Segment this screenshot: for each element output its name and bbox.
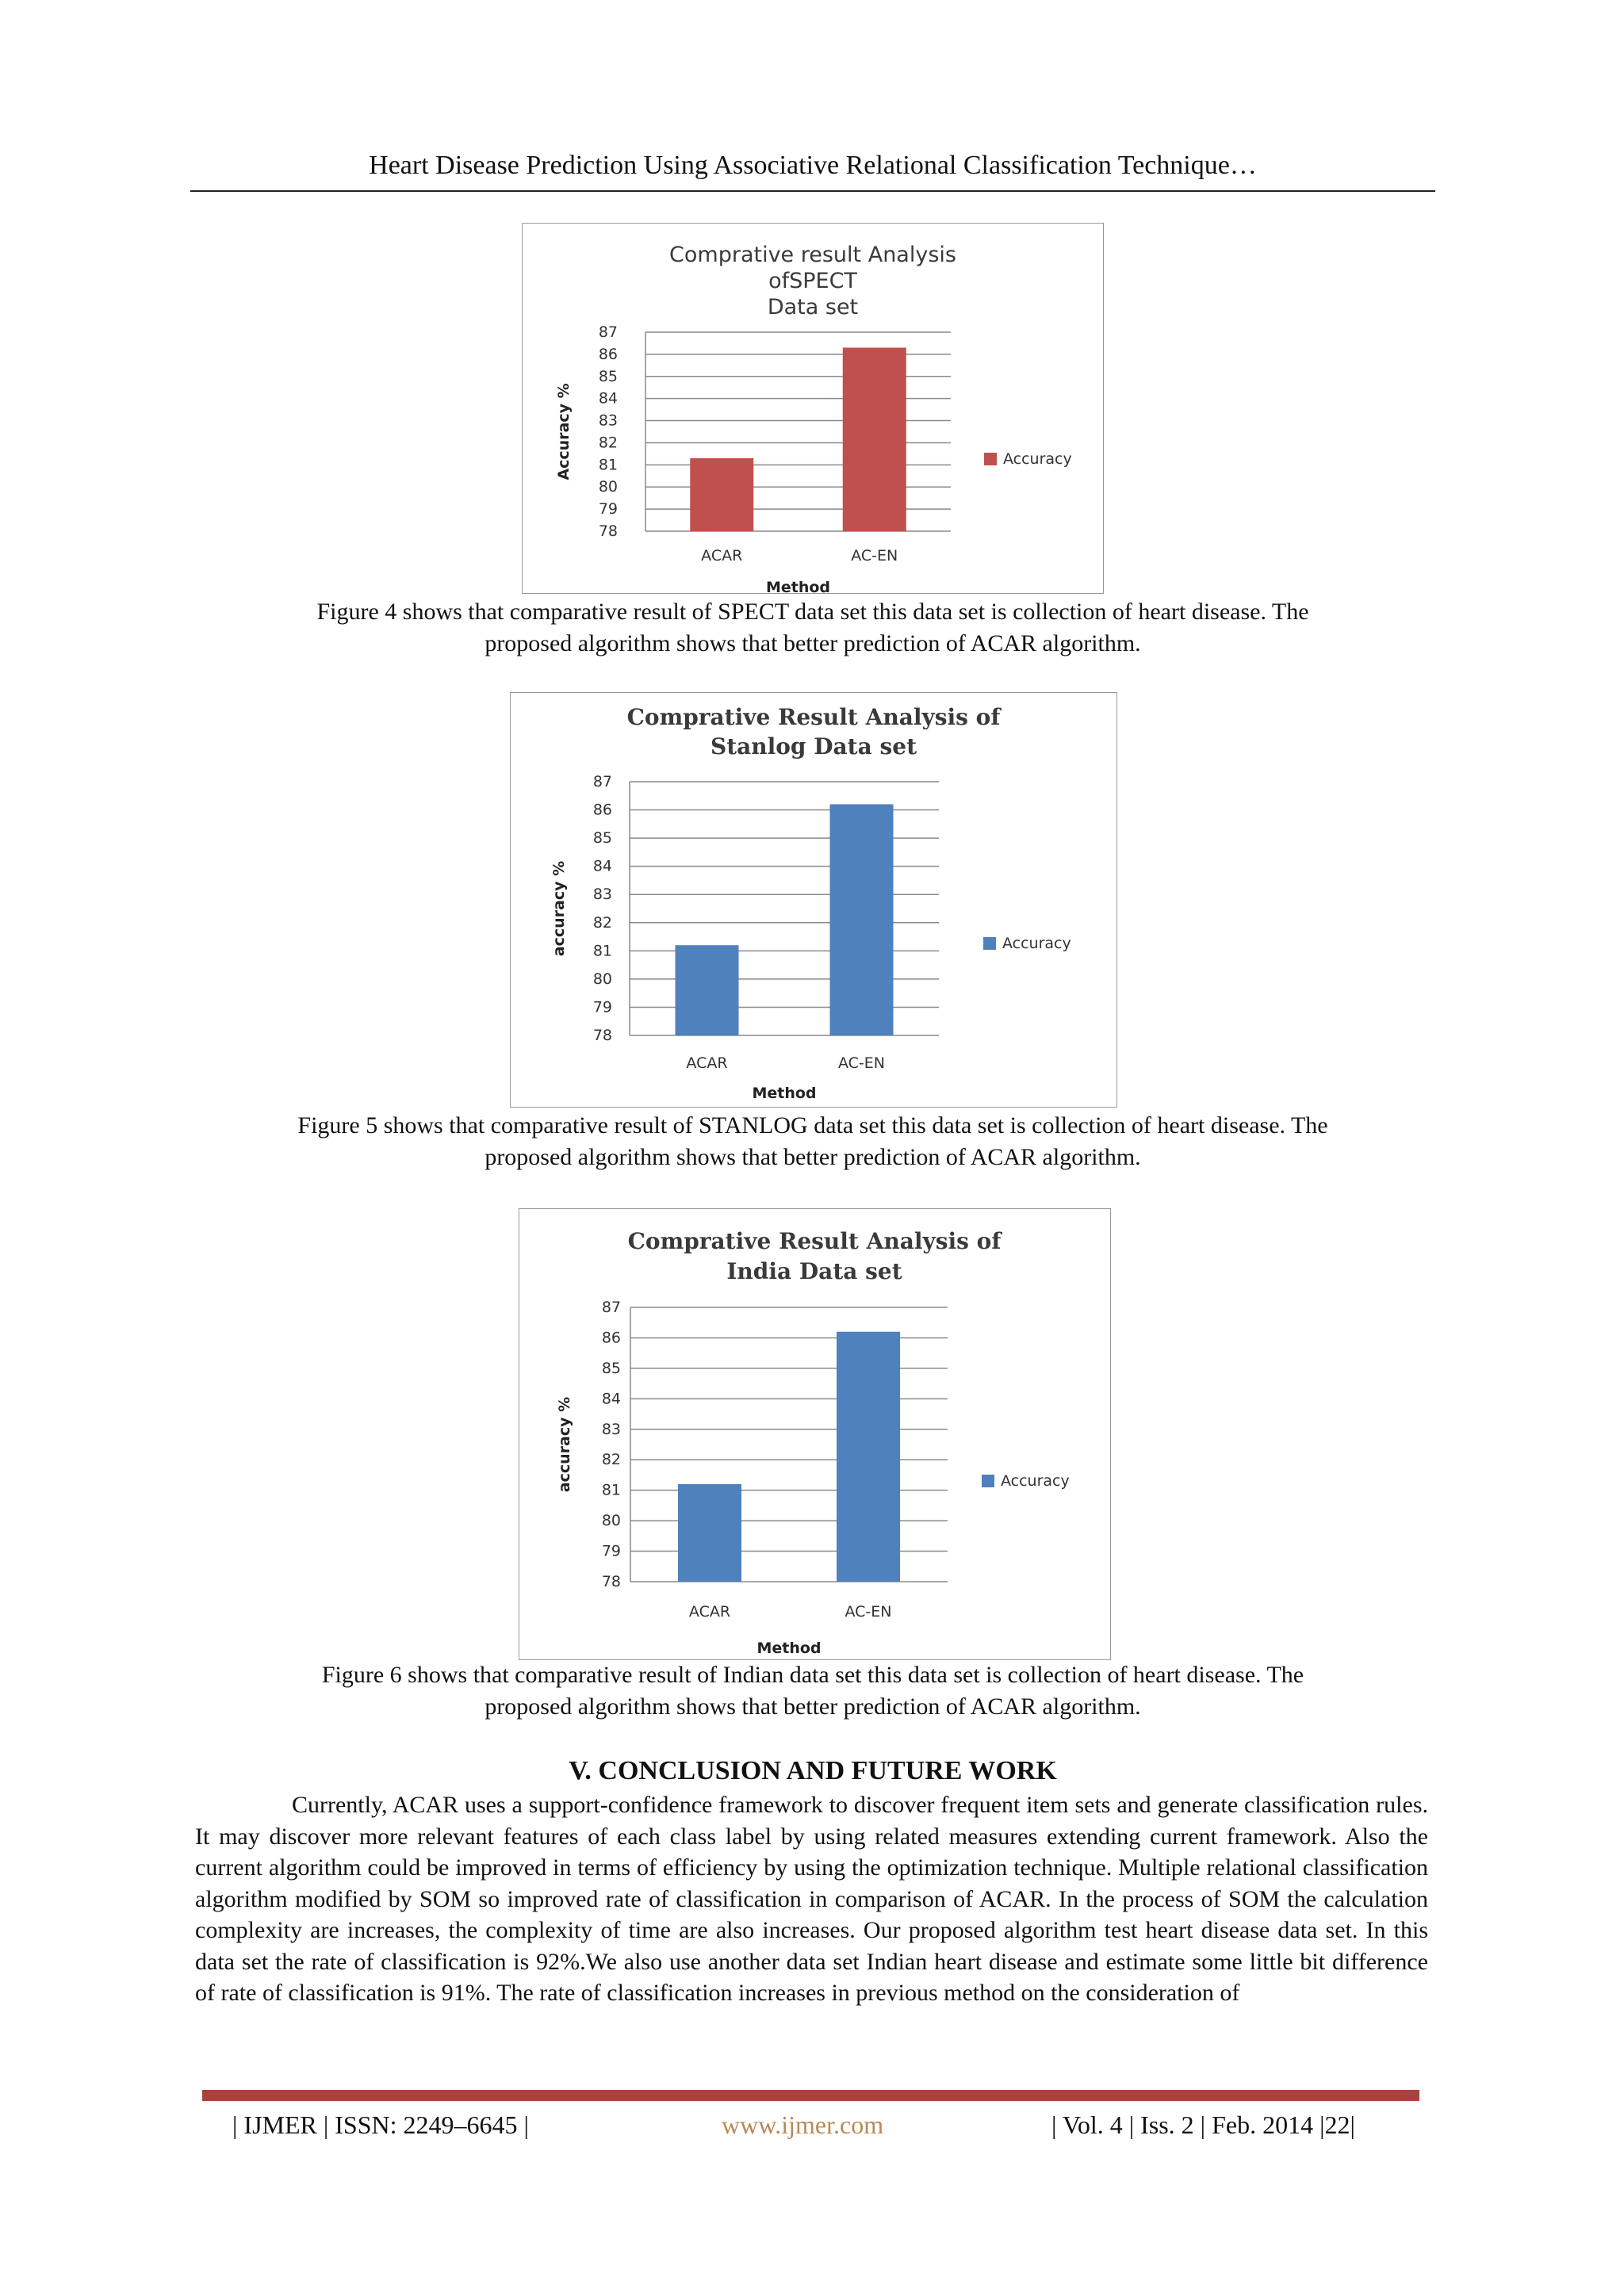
figure-5 (510, 692, 1117, 1108)
bar-acar (678, 1484, 741, 1582)
figure-6-caption-line-1: Figure 6 shows that comparative result of Indian data set this data set is collection of heart disease. The (321, 1662, 1304, 1688)
bar-acar (676, 945, 739, 1035)
x-axis-label: Method (752, 1085, 817, 1102)
x-axis-label: Method (756, 1640, 822, 1657)
y-axis-label: Accuracy % (555, 383, 573, 480)
figure-6-caption (190, 1659, 1435, 1723)
bar-acar (690, 458, 753, 531)
x-category-label: AC-EN (851, 547, 898, 564)
figure-5-caption (190, 1110, 1435, 1173)
chart-title-line: Comprative Result Analysis of (627, 1228, 1002, 1254)
figure-4-caption-line-1: Figure 4 shows that comparative result of SPECT data set this data set is collection of heart disease. The (316, 599, 1309, 625)
chart-title-line: ofSPECT (768, 269, 857, 293)
y-tick-label: 87 (592, 773, 612, 790)
y-axis-label: accuracy % (556, 1396, 573, 1493)
y-tick-label: 80 (592, 970, 612, 988)
bar-ac-en (843, 348, 906, 531)
y-tick-label: 85 (598, 367, 618, 385)
y-tick-label: 87 (598, 323, 618, 341)
footer-issue: | Vol. 4 | Iss. 2 | Feb. 2014 |22| (1051, 2110, 1355, 2139)
legend-label: Accuracy (1002, 935, 1071, 952)
footer-journal: | IJMER | ISSN: 2249–6645 | (232, 2110, 529, 2139)
y-tick-label: 80 (598, 478, 618, 496)
x-category-label: ACAR (686, 1054, 728, 1072)
y-tick-label: 81 (592, 942, 612, 960)
bar-ac-en (830, 804, 894, 1035)
y-tick-label: 87 (601, 1299, 621, 1316)
chart-title-line: Stanlog Data set (710, 733, 917, 760)
x-category-label: AC-EN (837, 1054, 886, 1072)
y-tick-label: 83 (598, 411, 618, 430)
y-tick-label: 85 (592, 829, 612, 848)
y-tick-label: 86 (592, 801, 612, 819)
figure-4-caption-line-2: proposed algorithm shows that better prediction of ACAR algorithm. (485, 630, 1141, 656)
chart-spect (523, 224, 1103, 593)
y-tick-label: 82 (601, 1451, 621, 1469)
y-tick-label: 79 (598, 500, 618, 519)
y-tick-label: 84 (598, 389, 618, 408)
legend-swatch (982, 1475, 994, 1487)
y-tick-label: 82 (592, 913, 612, 932)
y-tick-label: 80 (601, 1512, 621, 1530)
y-tick-label: 81 (601, 1481, 621, 1499)
y-tick-label: 79 (601, 1542, 621, 1560)
header-rule (190, 190, 1435, 192)
y-tick-label: 84 (592, 857, 612, 875)
x-category-label: AC-EN (845, 1603, 892, 1621)
chart-title-line: Comprative result Analysis (669, 243, 956, 267)
bar-ac-en (837, 1332, 900, 1582)
conclusion-paragraph: Currently, ACAR uses a support-confidence framework to discover frequent item sets and generate classification rules. It may discover more relevant features of each class label by using related measures extending current framework. Also the current algorithm could be improved in terms of efficiency by using the optimization technique. Multiple relational classification algorithm modified by SOM so improved rate of classification in comparison of ACAR. In the process of SOM the calculation complexity are increases, the complexity of time are also increases. Our proposed algorithm test heart disease data set. In this data set the rate of classification is 92%.We also use another data set Indian heart disease and estimate some little bit difference of rate of classification is 91%. The rate of classification increases in previous method on the consideration of (195, 1792, 1428, 2006)
y-tick-label: 78 (601, 1573, 621, 1590)
y-tick-label: 86 (601, 1329, 621, 1347)
footer-bar (202, 2090, 1419, 2101)
figure-4 (522, 223, 1104, 594)
x-category-label: ACAR (701, 547, 743, 564)
y-tick-label: 86 (598, 345, 618, 363)
chart-title-line: Comprative Result Analysis of (626, 704, 1001, 730)
conclusion-body (195, 1789, 1428, 2009)
legend-swatch (983, 937, 996, 950)
legend-label: Accuracy (1001, 1472, 1070, 1490)
y-tick-label: 82 (598, 434, 618, 452)
running-header: Heart Disease Prediction Using Associative Relational Classification Technique… (369, 151, 1257, 180)
figure-6-caption-line-2: proposed algorithm shows that better prediction of ACAR algorithm. (485, 1693, 1141, 1720)
figure-4-caption (190, 596, 1435, 660)
figure-6 (519, 1208, 1111, 1660)
y-tick-label: 78 (598, 522, 618, 540)
chart-stanlog (511, 693, 1116, 1107)
y-tick-label: 84 (601, 1390, 621, 1408)
y-tick-label: 83 (592, 886, 612, 904)
chart-title-line: Data set (767, 295, 859, 320)
y-tick-label: 83 (601, 1420, 621, 1438)
x-axis-label: Method (765, 579, 831, 593)
y-tick-label: 85 (601, 1359, 621, 1377)
x-category-label: ACAR (688, 1603, 731, 1621)
footer-url[interactable]: www.ijmer.com (722, 2110, 884, 2139)
y-tick-label: 81 (598, 456, 618, 474)
figure-5-caption-line-2: proposed algorithm shows that better prediction of ACAR algorithm. (485, 1144, 1141, 1170)
legend-label: Accuracy (1003, 450, 1072, 468)
y-axis-label: accuracy % (550, 860, 568, 957)
figure-5-caption-line-1: Figure 5 shows that comparative result of STANLOG data set this data set is collection of heart disease. The (297, 1112, 1328, 1138)
legend-swatch (984, 453, 997, 465)
y-tick-label: 78 (592, 1027, 612, 1044)
section-heading: V. CONCLUSION AND FUTURE WORK (569, 1756, 1057, 1785)
chart-india (519, 1209, 1110, 1659)
y-tick-label: 79 (592, 998, 612, 1016)
chart-title-line: India Data set (726, 1258, 902, 1284)
